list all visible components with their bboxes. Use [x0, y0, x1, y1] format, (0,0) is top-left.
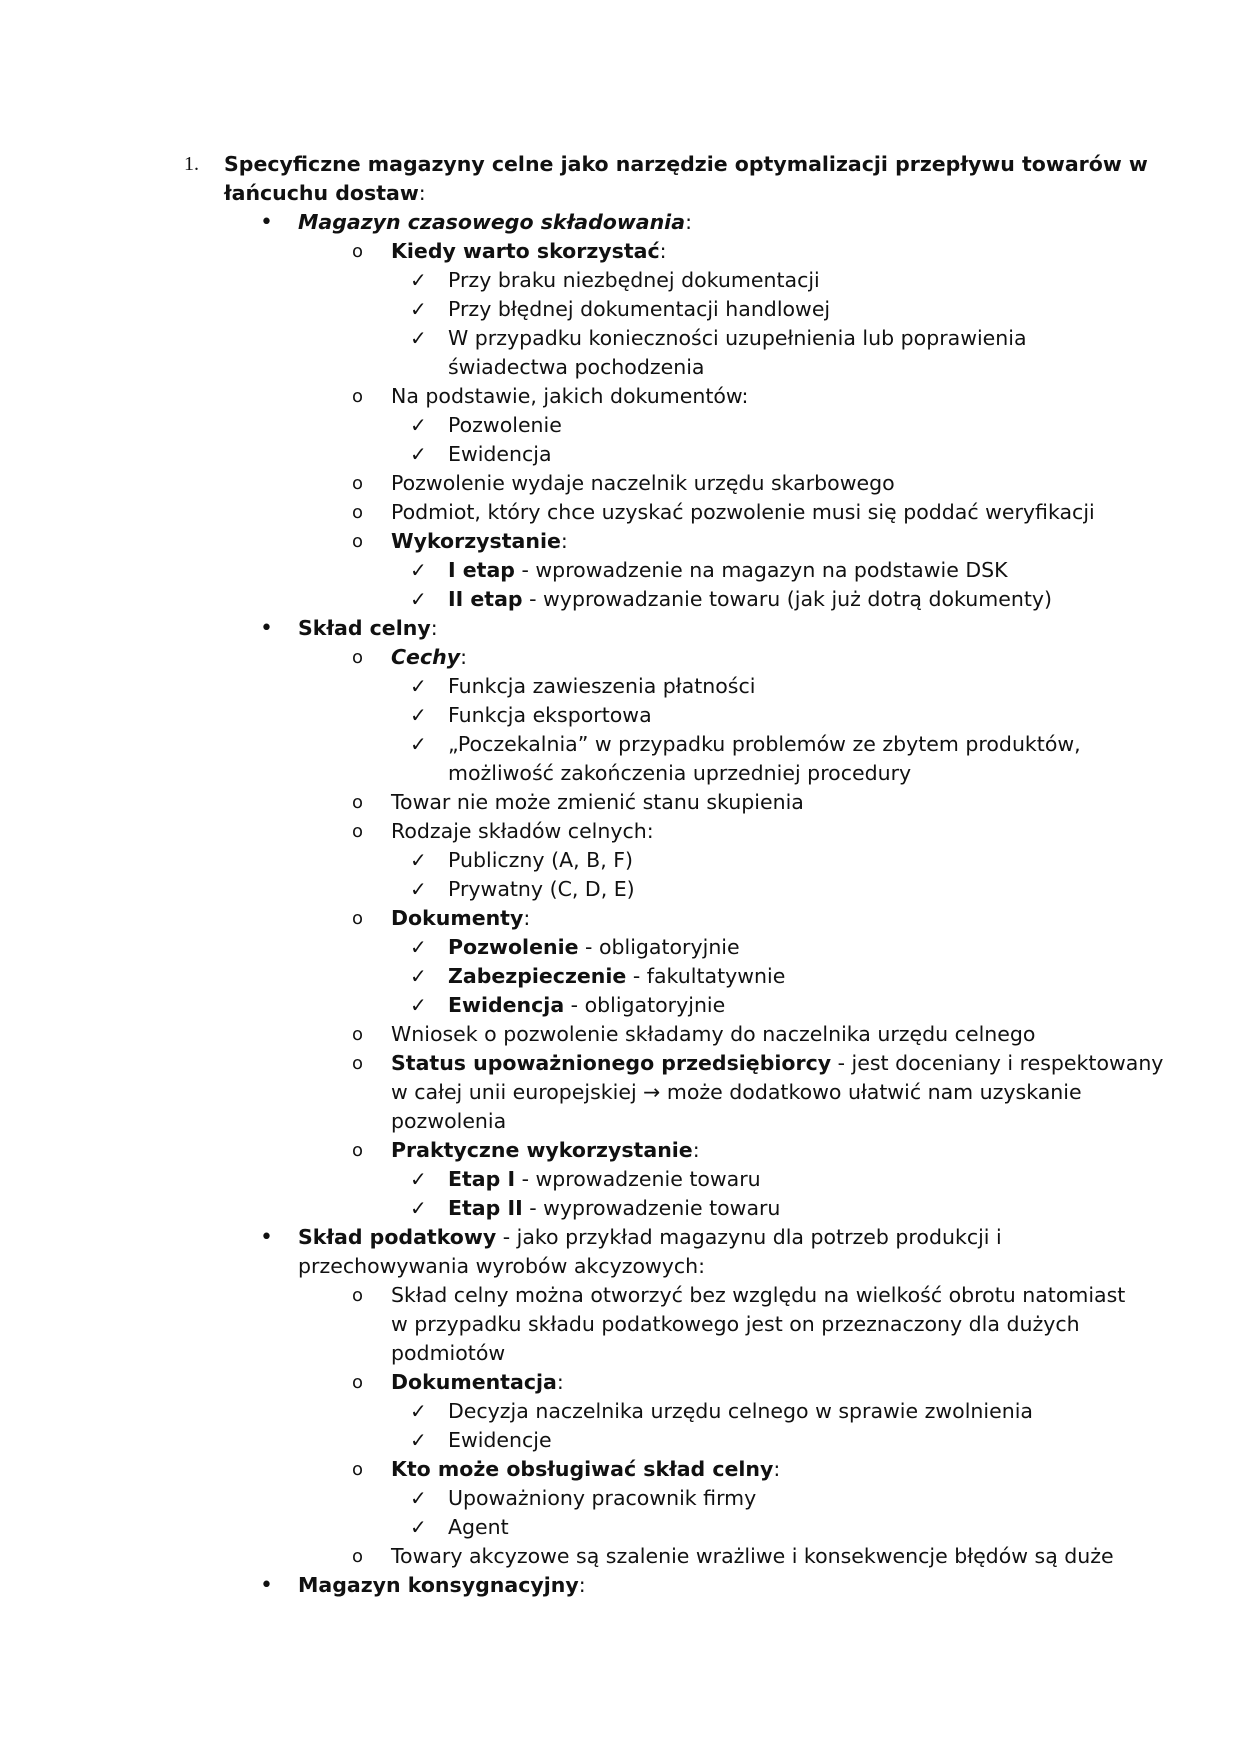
checkmark-icon: ✓: [410, 877, 427, 901]
subitem-title: Wykorzystanie: [391, 529, 561, 553]
section-title: Skład podatkowy: [298, 1225, 497, 1249]
check-item-text-cont: świadectwa pochodzenia: [448, 355, 705, 379]
check-item-text: Ewidencje: [448, 1428, 552, 1452]
check-item: [184, 411, 1084, 440]
check-item: [184, 875, 1084, 904]
subitem-continuation: [184, 1339, 1084, 1368]
subitem: [184, 788, 1084, 817]
circle-bullet-icon: o: [352, 1285, 364, 1306]
circle-bullet-icon: o: [352, 647, 364, 668]
subitem-text-cont: pozwolenia: [391, 1109, 507, 1133]
check-item-text: W przypadku konieczności uzupełnienia lub poprawienia: [448, 326, 1027, 350]
heading-line-1: [184, 150, 1148, 179]
subitem-continuation: [184, 1078, 1084, 1107]
subitem-title: Dokumentacja: [391, 1370, 557, 1394]
circle-bullet-icon: o: [352, 1024, 364, 1045]
checkmark-icon: ✓: [410, 935, 427, 959]
subitem-colon: :: [773, 1457, 781, 1481]
bullet-item: [184, 208, 1084, 237]
subitem: [184, 1049, 1164, 1078]
subitem-continuation: [184, 1107, 1084, 1136]
check-item-continuation: [184, 759, 1084, 788]
section-text: - jako przykład magazynu dla potrzeb produkcji i: [496, 1225, 1002, 1249]
checkmark-icon: ✓: [410, 297, 427, 321]
check-item-text: - obligatoryjnie: [564, 993, 726, 1017]
checkmark-icon: ✓: [410, 674, 427, 698]
subitem-text: - jest doceniany i respektowany: [831, 1051, 1164, 1075]
checkmark-icon: ✓: [410, 587, 427, 611]
check-item-bold: Etap II: [448, 1196, 523, 1220]
circle-bullet-icon: o: [352, 908, 364, 929]
check-item: [184, 962, 1084, 991]
circle-bullet-icon: o: [352, 792, 364, 813]
subitem-text-cont: podmiotów: [391, 1341, 506, 1365]
subitem-text: Rodzaje składów celnych:: [391, 819, 654, 843]
subitem-text: Pozwolenie wydaje naczelnik urzędu skarbowego: [391, 471, 895, 495]
subitem: [184, 1368, 1084, 1397]
checkmark-icon: ✓: [410, 413, 427, 437]
subitem-colon: :: [556, 1370, 564, 1394]
check-item-text: Przy błędnej dokumentacji handlowej: [448, 297, 831, 321]
bullet-icon: •: [260, 1225, 273, 1250]
check-item-bold: II etap: [448, 587, 523, 611]
check-item-text: - obligatoryjnie: [578, 935, 740, 959]
section-colon: :: [685, 210, 692, 234]
section-colon: :: [578, 1573, 586, 1597]
check-item-text: Przy braku niezbędnej dokumentacji: [448, 268, 820, 292]
checkmark-icon: ✓: [410, 964, 427, 988]
subitem-title: Kto może obsługiwać skład celny: [391, 1457, 774, 1481]
circle-bullet-icon: o: [352, 1546, 364, 1567]
check-item: [184, 295, 1084, 324]
subitem-colon: :: [692, 1138, 700, 1162]
check-item-bold: Pozwolenie: [448, 935, 579, 959]
checkmark-icon: ✓: [410, 1515, 427, 1539]
heading-text-cont: łańcuchu dostaw: [224, 181, 419, 205]
circle-bullet-icon: o: [352, 386, 364, 407]
check-item-text: „Poczekalnia” w przypadku problemów ze zbytem produktów,: [448, 732, 1081, 756]
subitem-text: Na podstawie, jakich dokumentów:: [391, 384, 749, 408]
check-item: [184, 440, 1084, 469]
subitem-title: Cechy: [391, 645, 461, 669]
subitem: [184, 498, 1095, 527]
subitem: [184, 382, 1084, 411]
check-item: [184, 1484, 1084, 1513]
check-item-text-cont: możliwość zakończenia uprzedniej procedury: [448, 761, 912, 785]
check-item-text: Decyzja naczelnika urzędu celnego w sprawie zwolnienia: [448, 1399, 1033, 1423]
checkmark-icon: ✓: [410, 732, 427, 756]
check-item-text: - wprowadzenie towaru: [515, 1167, 761, 1191]
section-title: Magazyn czasowego składowania: [298, 210, 686, 234]
subitem-continuation: [184, 1310, 1084, 1339]
subitem: [184, 643, 1084, 672]
subitem: [184, 527, 1084, 556]
check-item: [184, 1397, 1084, 1426]
check-item: [184, 556, 1084, 585]
check-item-text: - wprowadzenie na magazyn na podstawie DSK: [514, 558, 1008, 582]
section-text-cont: przechowywania wyrobów akcyzowych:: [298, 1254, 706, 1278]
check-item-bold: Etap I: [448, 1167, 516, 1191]
subitem-title: Kiedy warto skorzystać: [391, 239, 660, 263]
circle-bullet-icon: o: [352, 1372, 364, 1393]
subitem-title: Praktyczne wykorzystanie: [391, 1138, 693, 1162]
subitem-title: Dokumenty: [391, 906, 524, 930]
bullet-continuation: [184, 1252, 1084, 1281]
circle-bullet-icon: o: [352, 241, 364, 262]
section-colon: :: [430, 616, 438, 640]
circle-bullet-icon: o: [352, 531, 364, 552]
heading-line-2: [184, 179, 1084, 208]
check-item: [184, 933, 1084, 962]
bullet-icon: •: [260, 1573, 273, 1598]
bullet-item: [184, 1571, 1084, 1600]
subitem-colon: :: [659, 239, 667, 263]
circle-bullet-icon: o: [352, 1140, 364, 1161]
check-item-text: - wyprowadzenie towaru: [522, 1196, 781, 1220]
check-item: [184, 585, 1084, 614]
check-item-bold: I etap: [448, 558, 515, 582]
check-item: [184, 730, 1084, 759]
document-content: [184, 150, 1164, 1600]
circle-bullet-icon: o: [352, 502, 364, 523]
check-item-text: - fakultatywnie: [626, 964, 786, 988]
check-item-text: Publiczny (A, B, F): [448, 848, 634, 872]
subitem: [184, 904, 1084, 933]
check-item: [184, 701, 1084, 730]
bullet-icon: •: [260, 210, 273, 235]
subitem: [184, 1281, 1126, 1310]
subitem-colon: :: [460, 645, 467, 669]
circle-bullet-icon: o: [352, 1459, 364, 1480]
check-item: [184, 991, 1084, 1020]
subitem-text-cont: w całej unii europejskiej → może dodatkowo ułatwić nam uzyskanie: [391, 1080, 1082, 1104]
checkmark-icon: ✓: [410, 1486, 427, 1510]
subitem-text: Towar nie może zmienić stanu skupienia: [391, 790, 804, 814]
check-item: [184, 672, 1084, 701]
check-item: [184, 1165, 1084, 1194]
circle-bullet-icon: o: [352, 821, 364, 842]
subitem: [184, 1136, 1084, 1165]
checkmark-icon: ✓: [410, 1167, 427, 1191]
subitem-text-cont: w przypadku składu podatkowego jest on przeznaczony dla dużych: [391, 1312, 1080, 1336]
check-item: [184, 1426, 1084, 1455]
check-item-text: Agent: [448, 1515, 509, 1539]
subitem: [184, 1020, 1084, 1049]
subitem: [184, 817, 1084, 846]
check-item-text: Upoważniony pracownik firmy: [448, 1486, 757, 1510]
checkmark-icon: ✓: [410, 703, 427, 727]
check-item: [184, 1513, 1084, 1542]
list-number: 1.: [184, 153, 199, 175]
bullet-item: [184, 614, 1084, 643]
checkmark-icon: ✓: [410, 848, 427, 872]
subitem-text: Podmiot, który chce uzyskać pozwolenie musi się poddać weryfikacji: [391, 500, 1095, 524]
check-item-text: Prywatny (C, D, E): [448, 877, 635, 901]
circle-bullet-icon: o: [352, 473, 364, 494]
check-item: [184, 324, 1084, 353]
heading-colon: :: [418, 181, 426, 205]
checkmark-icon: ✓: [410, 558, 427, 582]
subitem: [184, 1455, 1084, 1484]
check-item: [184, 266, 1084, 295]
check-item-bold: Ewidencja: [448, 993, 565, 1017]
heading-text: Specyficzne magazyny celne jako narzędzie optymalizacji przepływu towarów w: [224, 152, 1148, 176]
check-item-text: Pozwolenie: [448, 413, 562, 437]
subitem: [184, 469, 1084, 498]
check-item-text: Ewidencja: [448, 442, 552, 466]
checkmark-icon: ✓: [410, 993, 427, 1017]
subitem: [184, 237, 1084, 266]
section-title: Magazyn konsygnacyjny: [298, 1573, 579, 1597]
subitem-bold: Status upoważnionego przedsiębiorcy: [391, 1051, 832, 1075]
subitem-text: Skład celny można otworzyć bez względu na wielkość obrotu natomiast: [391, 1283, 1126, 1307]
check-item-text: - wyprowadzanie towaru (jak już dotrą dokumenty): [522, 587, 1053, 611]
section-title: Skład celny: [298, 616, 431, 640]
check-item-text: Funkcja eksportowa: [448, 703, 652, 727]
subitem-text: Wniosek o pozwolenie składamy do naczelnika urzędu celnego: [391, 1022, 1036, 1046]
subitem-text: Towary akcyzowe są szalenie wrażliwe i konsekwencje błędów są duże: [391, 1544, 1114, 1568]
check-item-continuation: [184, 353, 1084, 382]
subitem: [184, 1542, 1114, 1571]
circle-bullet-icon: o: [352, 1053, 364, 1074]
check-item-text: Funkcja zawieszenia płatności: [448, 674, 756, 698]
bullet-item: [184, 1223, 1084, 1252]
subitem-colon: :: [560, 529, 568, 553]
checkmark-icon: ✓: [410, 268, 427, 292]
bullet-icon: •: [260, 616, 273, 641]
checkmark-icon: ✓: [410, 1428, 427, 1452]
check-item-bold: Zabezpieczenie: [448, 964, 627, 988]
check-item: [184, 1194, 1084, 1223]
subitem-colon: :: [523, 906, 531, 930]
checkmark-icon: ✓: [410, 1196, 427, 1220]
checkmark-icon: ✓: [410, 326, 427, 350]
check-item: [184, 846, 1084, 875]
checkmark-icon: ✓: [410, 1399, 427, 1423]
checkmark-icon: ✓: [410, 442, 427, 466]
